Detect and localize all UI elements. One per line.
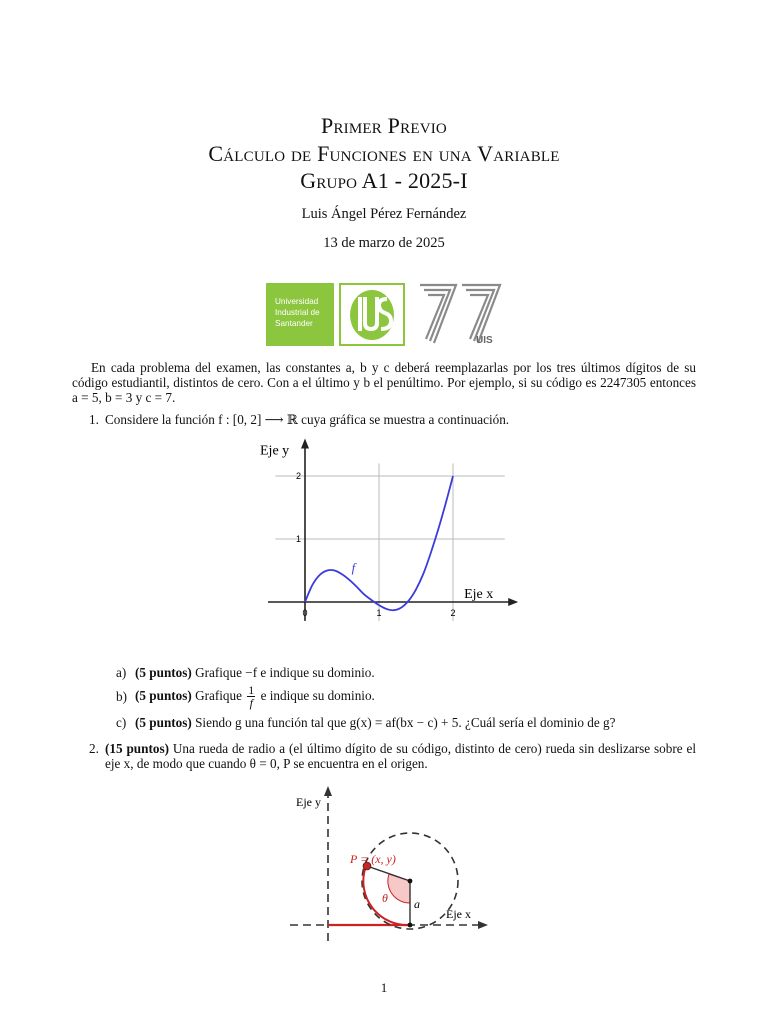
- x-tick-label-0: 0: [302, 608, 308, 618]
- curve-label-f: f: [351, 559, 356, 575]
- problem-1-text: Considere la función f : [0, 2] ⟶ ℝ cuya gráfica se muestra a continuación.: [105, 412, 510, 427]
- uis-emblem-icon: [341, 285, 403, 344]
- x-axis-label: Eje x: [464, 587, 494, 602]
- item-b-label: b): [116, 689, 127, 704]
- diagram-x-label: Eje x: [446, 907, 471, 921]
- theta-label: θ: [382, 891, 388, 905]
- y-axis-arrow-icon: [301, 439, 309, 449]
- point-p-label: P = (x, y): [350, 852, 396, 866]
- title-line-2: Cálculo de Funciones en una Variable: [208, 141, 560, 166]
- problem-2-text: (15 puntos) Una rueda de radio a (el último dígito de su código, distinto de cero) rueda sin deslizarse sobre el eje x, de modo que cuando θ = 0, P se encuentra en el origen.: [105, 741, 697, 771]
- radius-label: a: [414, 897, 420, 911]
- uis-mark-logo: [339, 283, 405, 346]
- y-axis-label: Eje y: [260, 443, 290, 459]
- author: Luis Ángel Pérez Fernández: [301, 206, 467, 222]
- y-tick-label-2: 2: [295, 471, 301, 481]
- item-a-label: a): [116, 665, 127, 680]
- x-axis-arrow-icon: [508, 598, 518, 606]
- x-tick-label-1: 1: [376, 608, 382, 618]
- problem-1-number: 1.: [89, 412, 99, 427]
- title-line-1: Primer Previo: [321, 113, 447, 138]
- item-a: (5 puntos) Grafique −f e indique su dominio.: [135, 665, 375, 680]
- anniversary-77-logo: [416, 281, 508, 347]
- date: 13 de marzo de 2025: [323, 235, 445, 251]
- item-c: (5 puntos) Siendo g una función tal que g(x) = af(bx − c) + 5. ¿Cuál sería el dominio de g?: [135, 715, 616, 730]
- fraction-one-over-f: $\frac{1}{f}$: [248, 683, 255, 711]
- svg-text:UIS: UIS: [476, 335, 493, 346]
- function-graph: [250, 436, 520, 651]
- y-tick-label-1: 1: [295, 534, 301, 544]
- intro-paragraph: En cada problema del examen, las constantes a, b y c deberá reemplazarlas por los tres últimos dígitos de su código estudiantil, distintos de cero. Con a el último y b el penúltimo. Por ejemplo, si su código es 2247305 entonces a = 5, b = 3 y c = 7.: [72, 360, 696, 405]
- wheel-center: [408, 879, 413, 884]
- item-c-label: c): [116, 715, 127, 730]
- x-axis-arrow-icon: [478, 921, 488, 929]
- theta-wedge: [388, 874, 410, 903]
- rolling-wheel-diagram: [280, 786, 495, 946]
- y-axis-arrow-icon: [324, 786, 332, 796]
- page-number: 1: [380, 980, 388, 995]
- contact-point: [408, 923, 413, 928]
- x-tick-label-2: 2: [450, 608, 456, 618]
- item-b: (5 puntos) Grafique $\frac{1}{f}$ e indique su dominio.: [135, 683, 375, 711]
- diagram-y-label: Eje y: [296, 795, 321, 809]
- title-line-3: Grupo A1 - 2025-I: [300, 168, 468, 193]
- problem-2-number: 2.: [89, 741, 99, 756]
- uis-text-logo: Universidad Industrial de Santander: [266, 283, 334, 346]
